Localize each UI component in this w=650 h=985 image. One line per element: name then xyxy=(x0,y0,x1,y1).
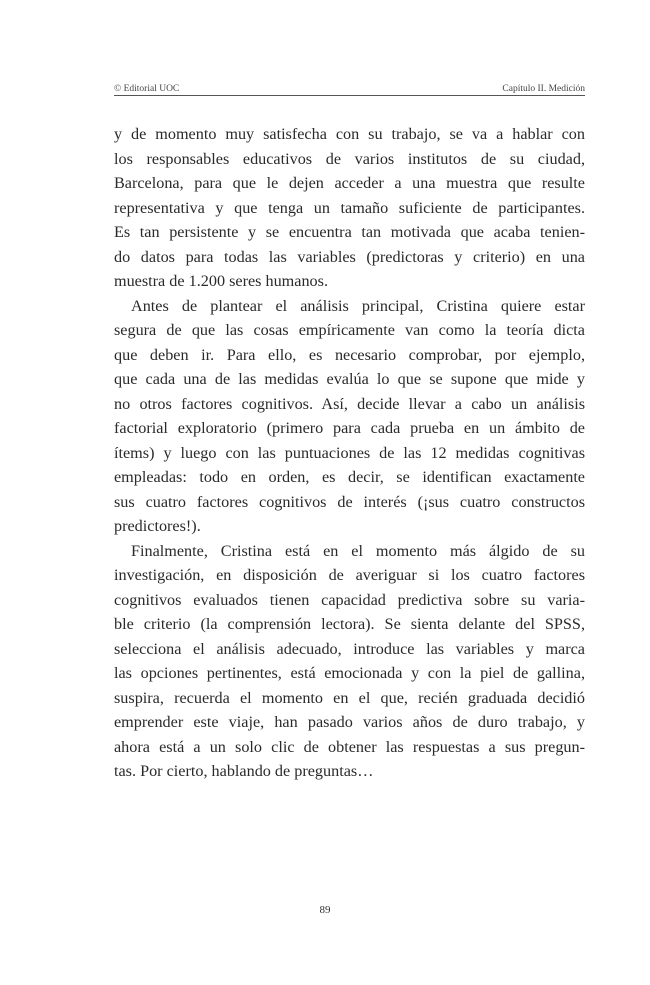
text-line: muestra de 1.200 seres humanos. xyxy=(114,272,328,290)
text-line: Finalmente, Cristina está en el momento más álgido de su xyxy=(131,541,585,560)
header-chapter: Capítulo II. Medición xyxy=(502,84,585,94)
text-line: las opciones pertinentes, está emocionada y con la piel de gallina, xyxy=(114,664,585,682)
text-line: tas. Por cierto, hablando de preguntas… xyxy=(114,762,374,780)
text-line: Barcelona, para que le dejen acceder a una muestra que resulte xyxy=(114,174,585,192)
text-line: suspira, recuerda el momento en el que, recién graduada decidió xyxy=(114,688,585,707)
text-line: factorial exploratorio (primero para cada prueba en un ámbito de xyxy=(114,419,585,437)
body-text xyxy=(114,122,585,784)
text-line: selecciona el análisis adecuado, introduce las variables y marca xyxy=(114,639,585,658)
text-line: que cada una de las medidas evalúa lo que se supone que mide y xyxy=(114,370,585,388)
text-line: empleadas: todo en orden, es decir, se identifican exactamente xyxy=(114,468,585,486)
text-line: representativa y que tenga un tamaño suficiente de participantes. xyxy=(114,198,585,217)
text-line: investigación, en disposición de averiguar si los cuatro factores xyxy=(114,566,585,584)
text-line: y de momento muy satisfecha con su trabajo, se va a hablar con xyxy=(114,125,585,143)
text-line: segura de que las cosas empíricamente van como la teoría dicta xyxy=(114,321,585,339)
text-line: Es tan persistente y se encuentra tan motivada que acaba tenien- xyxy=(114,223,585,241)
text-line: emprender este viaje, han pasado varios años de duro trabajo, y xyxy=(114,713,585,731)
paragraph-3 xyxy=(114,539,585,784)
paragraph-1 xyxy=(114,122,585,294)
paragraph-2 xyxy=(114,294,585,539)
text-line: predictores!). xyxy=(114,517,201,535)
text-line: Antes de plantear el análisis principal, Cristina quiere estar xyxy=(131,296,585,315)
text-line: los responsables educativos de varios institutos de su ciudad, xyxy=(114,149,585,168)
header-publisher: © Editorial UOC xyxy=(114,84,180,94)
text-line: ahora está a un solo clic de obtener las respuestas a sus pregun- xyxy=(114,737,585,756)
page-number: 89 xyxy=(319,904,331,916)
text-line: cognitivos evaluados tienen capacidad predictiva sobre su varia- xyxy=(114,590,585,609)
text-line: no otros factores cognitivos. Así, decide llevar a cabo un análisis xyxy=(114,394,585,413)
text-line: ble criterio (la comprensión lectora). Se sienta delante del SPSS, xyxy=(114,615,585,633)
text-line: sus cuatro factores cognitivos de interés (¡sus cuatro constructos xyxy=(114,492,585,511)
text-line: do datos para todas las variables (predictoras y criterio) en una xyxy=(114,247,585,266)
text-line: ítems) y luego con las puntuaciones de las 12 medidas cognitivas xyxy=(114,443,585,462)
text-line: que deben ir. Para ello, es necesario comprobar, por ejemplo, xyxy=(114,345,585,364)
running-header xyxy=(114,82,585,96)
